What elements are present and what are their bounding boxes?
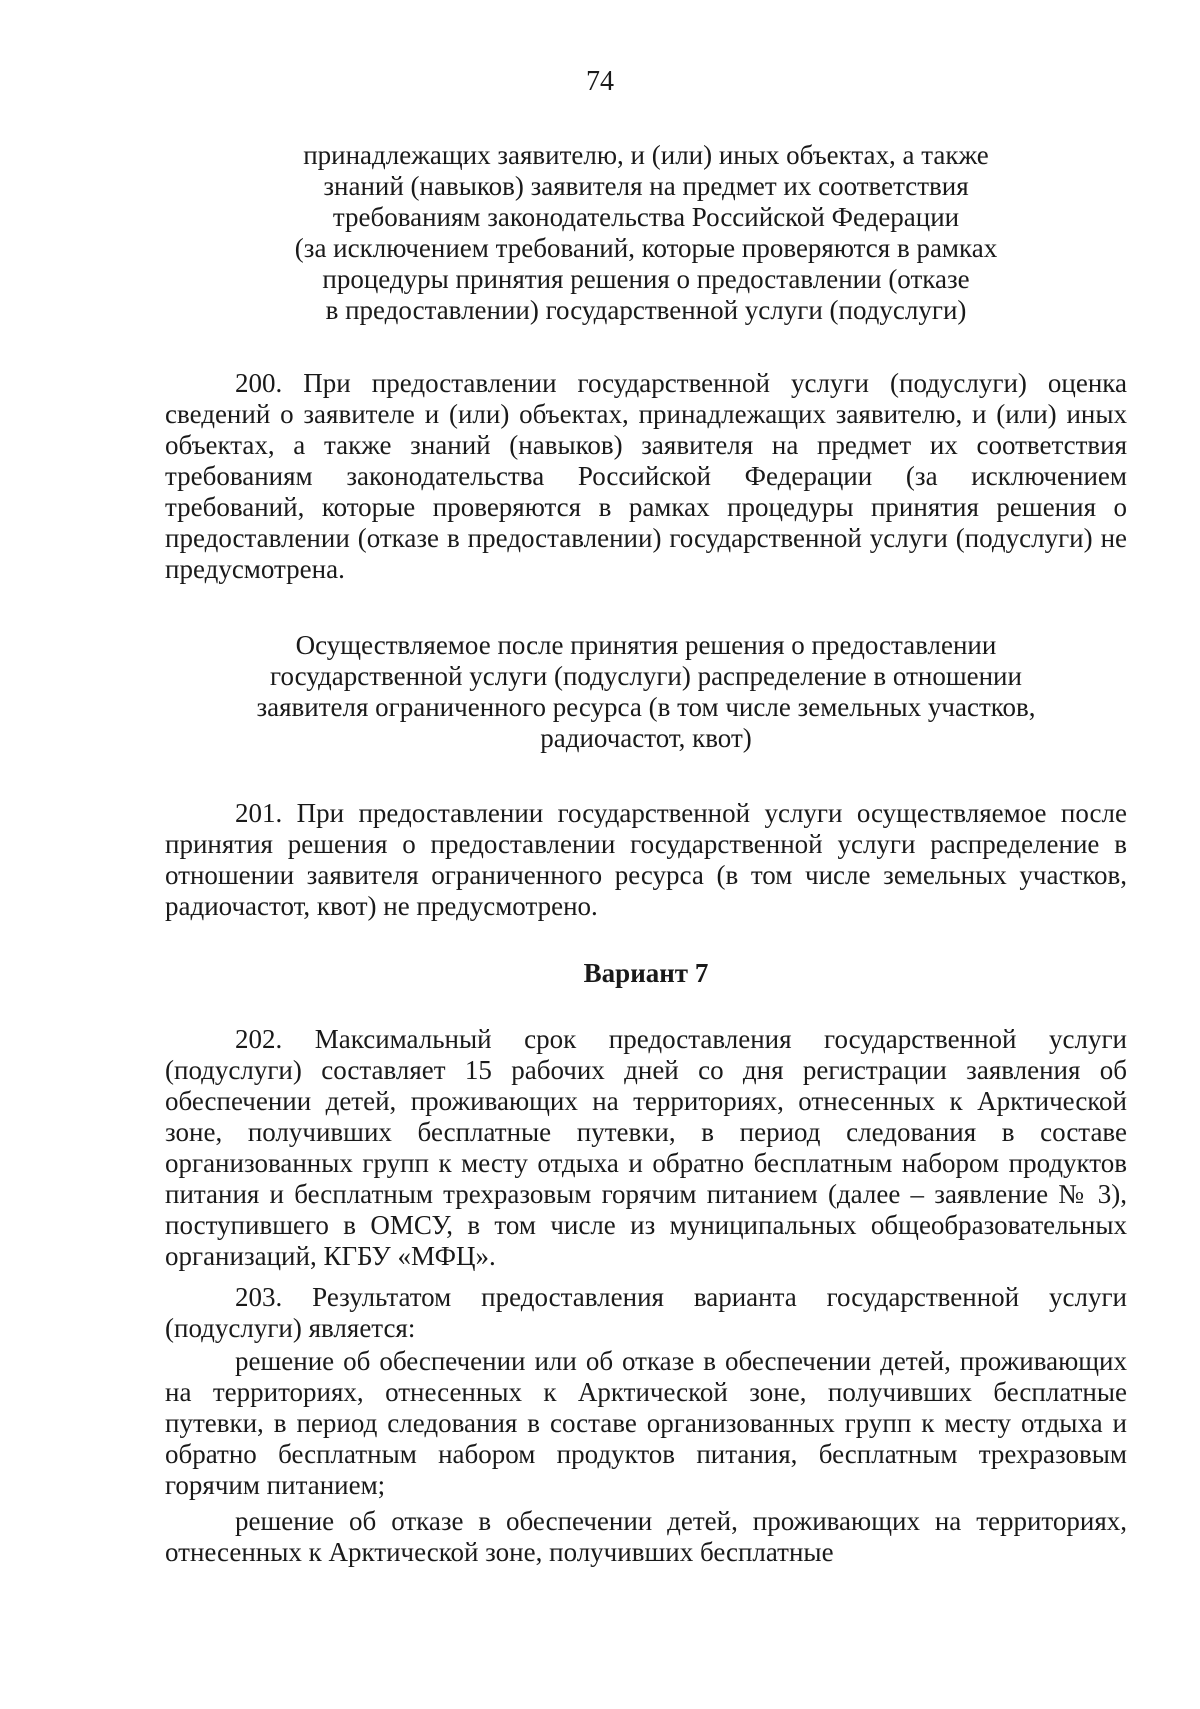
heading-line: принадлежащих заявителю, и (или) иных объектах, а также	[303, 140, 989, 170]
heading-line: знаний (навыков) заявителя на предмет их соответствия	[323, 171, 969, 201]
heading-line: процедуры принятия решения о предоставлении (отказе	[322, 264, 970, 294]
heading-line: Осуществляемое после принятия решения о предоставлении	[295, 630, 997, 660]
heading-line: в предоставлении) государственной услуги (подуслуги)	[325, 295, 967, 325]
heading-line: заявителя ограниченного ресурса (в том числе земельных участков,	[256, 692, 1036, 722]
variant-heading: Вариант 7	[583, 958, 709, 988]
paragraph-203-item-1: решение об обеспечении или об отказе в обеспечении детей, проживающих на территориях, отнесенных к Арктической зоне, получивших бесплатные путевки, в период следования в составе организованных групп к месту отдыха и обратно бесплатным набором продуктов питания, бесплатным трехразовым горячим питанием;	[165, 1346, 1127, 1500]
heading-line: (за исключением требований, которые проверяются в рамках	[294, 233, 998, 263]
paragraph-200: 200. При предоставлении государственной услуги (подуслуги) оценка сведений о заявителе и (или) объектах, принадлежащих заявителю, и (или) иных объектах, а также знаний (навыков) заявителя на предмет их соответствия требованиям законодательства Российской Федерации (за исключением требований, которые проверяются в рамках процедуры принятия решения о предоставлении (отказе в предоставлении) государственной услуги (подуслуги) не предусмотрена.	[165, 368, 1127, 584]
paragraph-203: 203. Результатом предоставления варианта государственной услуги (подуслуги) является:	[165, 1282, 1127, 1343]
heading-line: требованиям законодательства Российской Федерации	[332, 202, 960, 232]
heading-line: государственной услуги (подуслуги) распределение в отношении	[270, 661, 1022, 691]
page-number: 74	[586, 66, 614, 97]
paragraph-201: 201. При предоставлении государственной услуги осуществляемое после принятия решения о предоставлении государственной услуги распределение в отношении заявителя ограниченного ресурса (в том числе земельных участков, радиочастот, квот) не предусмотрено.	[165, 798, 1127, 921]
heading-line: радиочастот, квот)	[540, 723, 752, 753]
paragraph-203-item-2: решение об отказе в обеспечении детей, проживающих на территориях, отнесенных к Арктической зоне, получивших бесплатные	[165, 1506, 1127, 1567]
paragraph-202: 202. Максимальный срок предоставления государственной услуги (подуслуги) составляет 15 рабочих дней со дня регистрации заявления об обеспечении детей, проживающих на территориях, отнесенных к Арктической зоне, получивших бесплатные путевки, в период следования в составе организованных групп к месту отдыха и обратно бесплатным набором продуктов питания и бесплатным трехразовым горячим питанием (далее – заявление № 3), поступившего в ОМСУ, в том числе из муниципальных общеобразовательных организаций, КГБУ «МФЦ».	[165, 1024, 1127, 1271]
section-heading-assessment	[165, 140, 1127, 326]
section-heading-resource-distribution	[165, 630, 1127, 754]
